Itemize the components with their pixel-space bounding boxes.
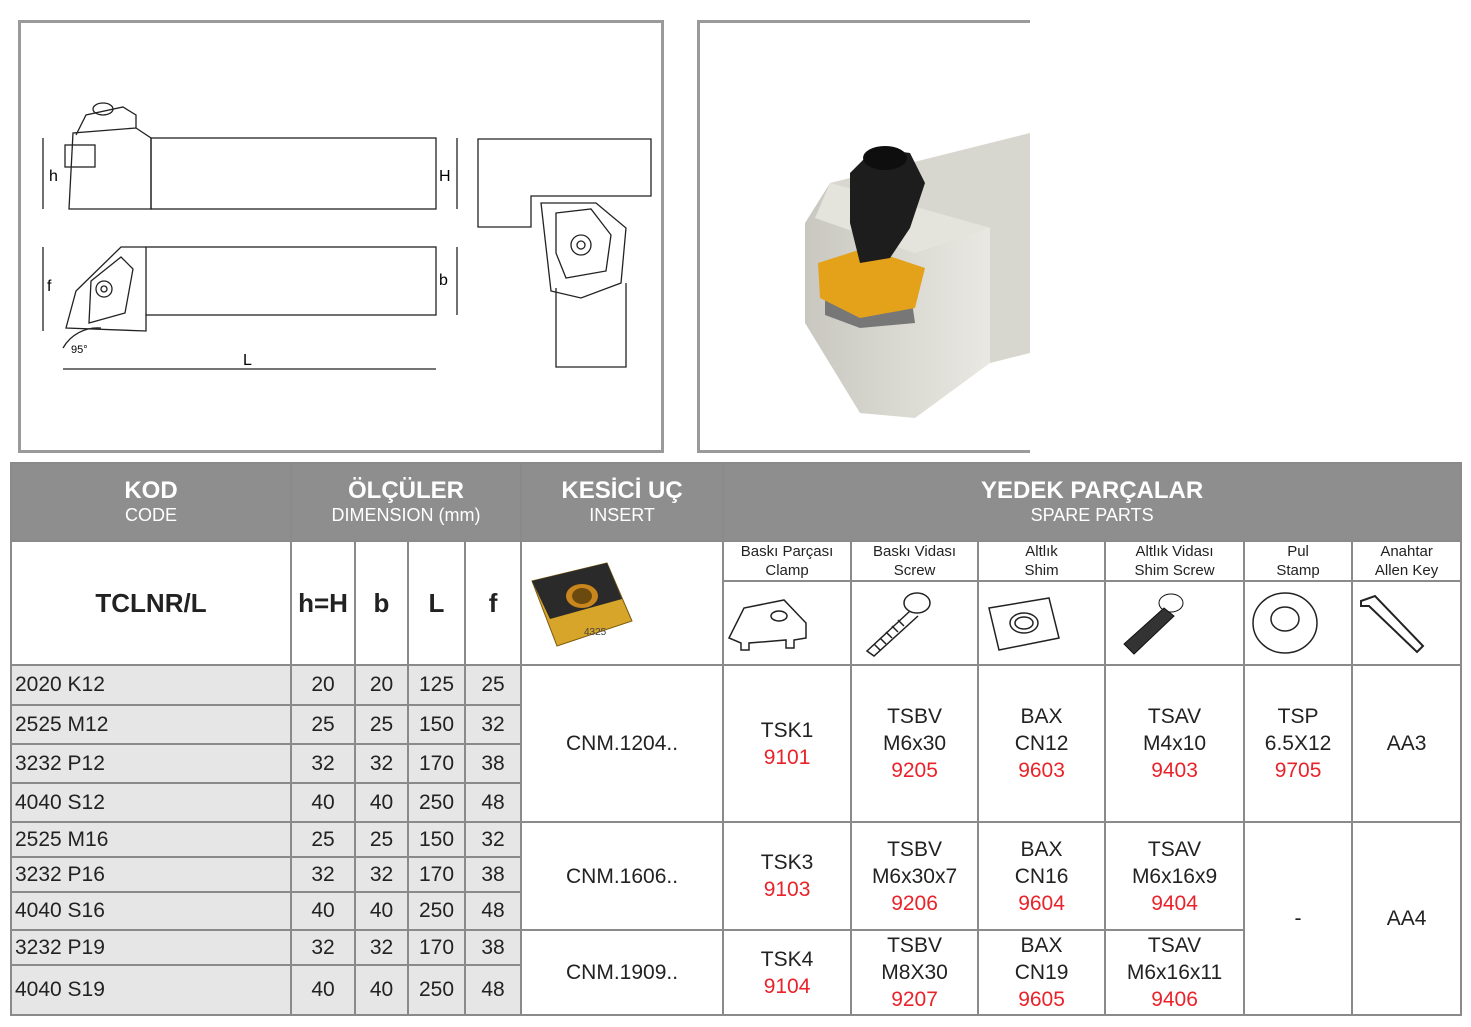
table-row: 2525 M12 25 25 150 32: [11, 705, 1461, 744]
screw-cell: TSBV M6x30x7 9206: [851, 822, 978, 930]
product-code: TCLNR/L: [11, 541, 291, 665]
washer-icon: [1244, 581, 1352, 665]
clamp-icon: [723, 581, 851, 665]
table-row: 4040 S19 40 40 250 48: [11, 965, 1461, 1015]
spare-col-stamp: Pul Stamp: [1244, 541, 1352, 581]
table-row: 2020 K12 20 20 125 25 CNM.1204.. TSK1 9101 TSBV M6x30 9205 BAX CN12 9603 TSAV M4x10 9403 TSP 6.5X12 9705 AA3: [11, 665, 1461, 705]
shim-cell: BAX CN16 9604: [978, 822, 1105, 930]
insert-code: CNM.1909..: [521, 930, 723, 1015]
spec-table: [10, 462, 1462, 1016]
code-header: KOD CODE: [11, 463, 291, 541]
clamp-cell: TSK1 9101: [723, 665, 851, 822]
shim-screw-icon: [1105, 581, 1244, 665]
insert-image: [521, 541, 723, 665]
dim-L-label: L: [243, 352, 252, 369]
dimension-header: ÖLÇÜLER DIMENSION (mm): [291, 463, 521, 541]
clamp-cell: TSK3 9103: [723, 822, 851, 930]
insert-code: CNM.1606..: [521, 822, 723, 930]
allen-key-icon: [1352, 581, 1461, 665]
angle-label: 95°: [71, 344, 88, 356]
spare-col-key: Anahtar Allen Key: [1352, 541, 1461, 581]
col-b: b: [355, 541, 408, 665]
col-h: h=H: [291, 541, 355, 665]
insert-icon: [522, 551, 642, 656]
screw-cell: TSBV M8X30 9207: [851, 930, 978, 1015]
spare-col-clamp: Baskı Parçası Clamp: [723, 541, 851, 581]
tool-holder-drawing: [21, 23, 661, 450]
spare-col-shim: Altlık Shim: [978, 541, 1105, 581]
dim-f-label: f: [47, 278, 52, 295]
shim-icon: [978, 581, 1105, 665]
key-cell: AA4: [1352, 822, 1461, 1015]
table-row: 2525 M16 25 25 150 32 CNM.1606.. TSK3 9103 TSBV M6x30x7 9206 BAX CN16 9604 TSAV M6x16x9 9404 - AA4: [11, 822, 1461, 857]
spare-col-screw: Baskı Vidası Screw: [851, 541, 978, 581]
dim-b-label: b: [439, 272, 448, 289]
clamp-cell: TSK4 9104: [723, 930, 851, 1015]
stamp-cell: -: [1244, 822, 1352, 1015]
table-row: 3232 P19 32 32 170 38 CNM.1909.. TSK4 9104 TSBV M8X30 9207 BAX CN19 9605 TSAV M6x16x11 9406: [11, 930, 1461, 965]
screw-icon: [851, 581, 978, 665]
key-cell: AA3: [1352, 665, 1461, 822]
shim-screw-cell: TSAV M6x16x11 9406: [1105, 930, 1244, 1015]
spare-col-shim-screw: Altlık Vidası Shim Screw: [1105, 541, 1244, 581]
dim-h-label: h: [49, 168, 58, 185]
table-row: 4040 S16 40 40 250 48: [11, 892, 1461, 930]
screw-cell: TSBV M6x30 9205: [851, 665, 978, 822]
shim-screw-cell: TSAV M4x10 9403: [1105, 665, 1244, 822]
header-row: [11, 463, 1461, 541]
table-row: 4040 S12 40 40 250 48: [11, 783, 1461, 822]
insert-header: KESİCİ UÇ INSERT: [521, 463, 723, 541]
col-L: L: [408, 541, 465, 665]
spare-parts-header: YEDEK PARÇALAR SPARE PARTS: [723, 463, 1461, 541]
dim-H-label: H: [439, 168, 451, 185]
technical-drawing: [18, 20, 664, 453]
shim-cell: BAX CN12 9603: [978, 665, 1105, 822]
tool-holder-photo: [700, 23, 1030, 450]
product-photo: [697, 20, 1030, 453]
shim-screw-cell: TSAV M6x16x9 9404: [1105, 822, 1244, 930]
col-f: f: [465, 541, 521, 665]
table-row: 3232 P16 32 32 170 38: [11, 857, 1461, 892]
svg-text:4325: 4325: [584, 626, 607, 638]
stamp-cell: TSP 6.5X12 9705: [1244, 665, 1352, 822]
table-row: 3232 P12 32 32 170 38: [11, 744, 1461, 783]
shim-cell: BAX CN19 9605: [978, 930, 1105, 1015]
insert-code: CNM.1204..: [521, 665, 723, 822]
